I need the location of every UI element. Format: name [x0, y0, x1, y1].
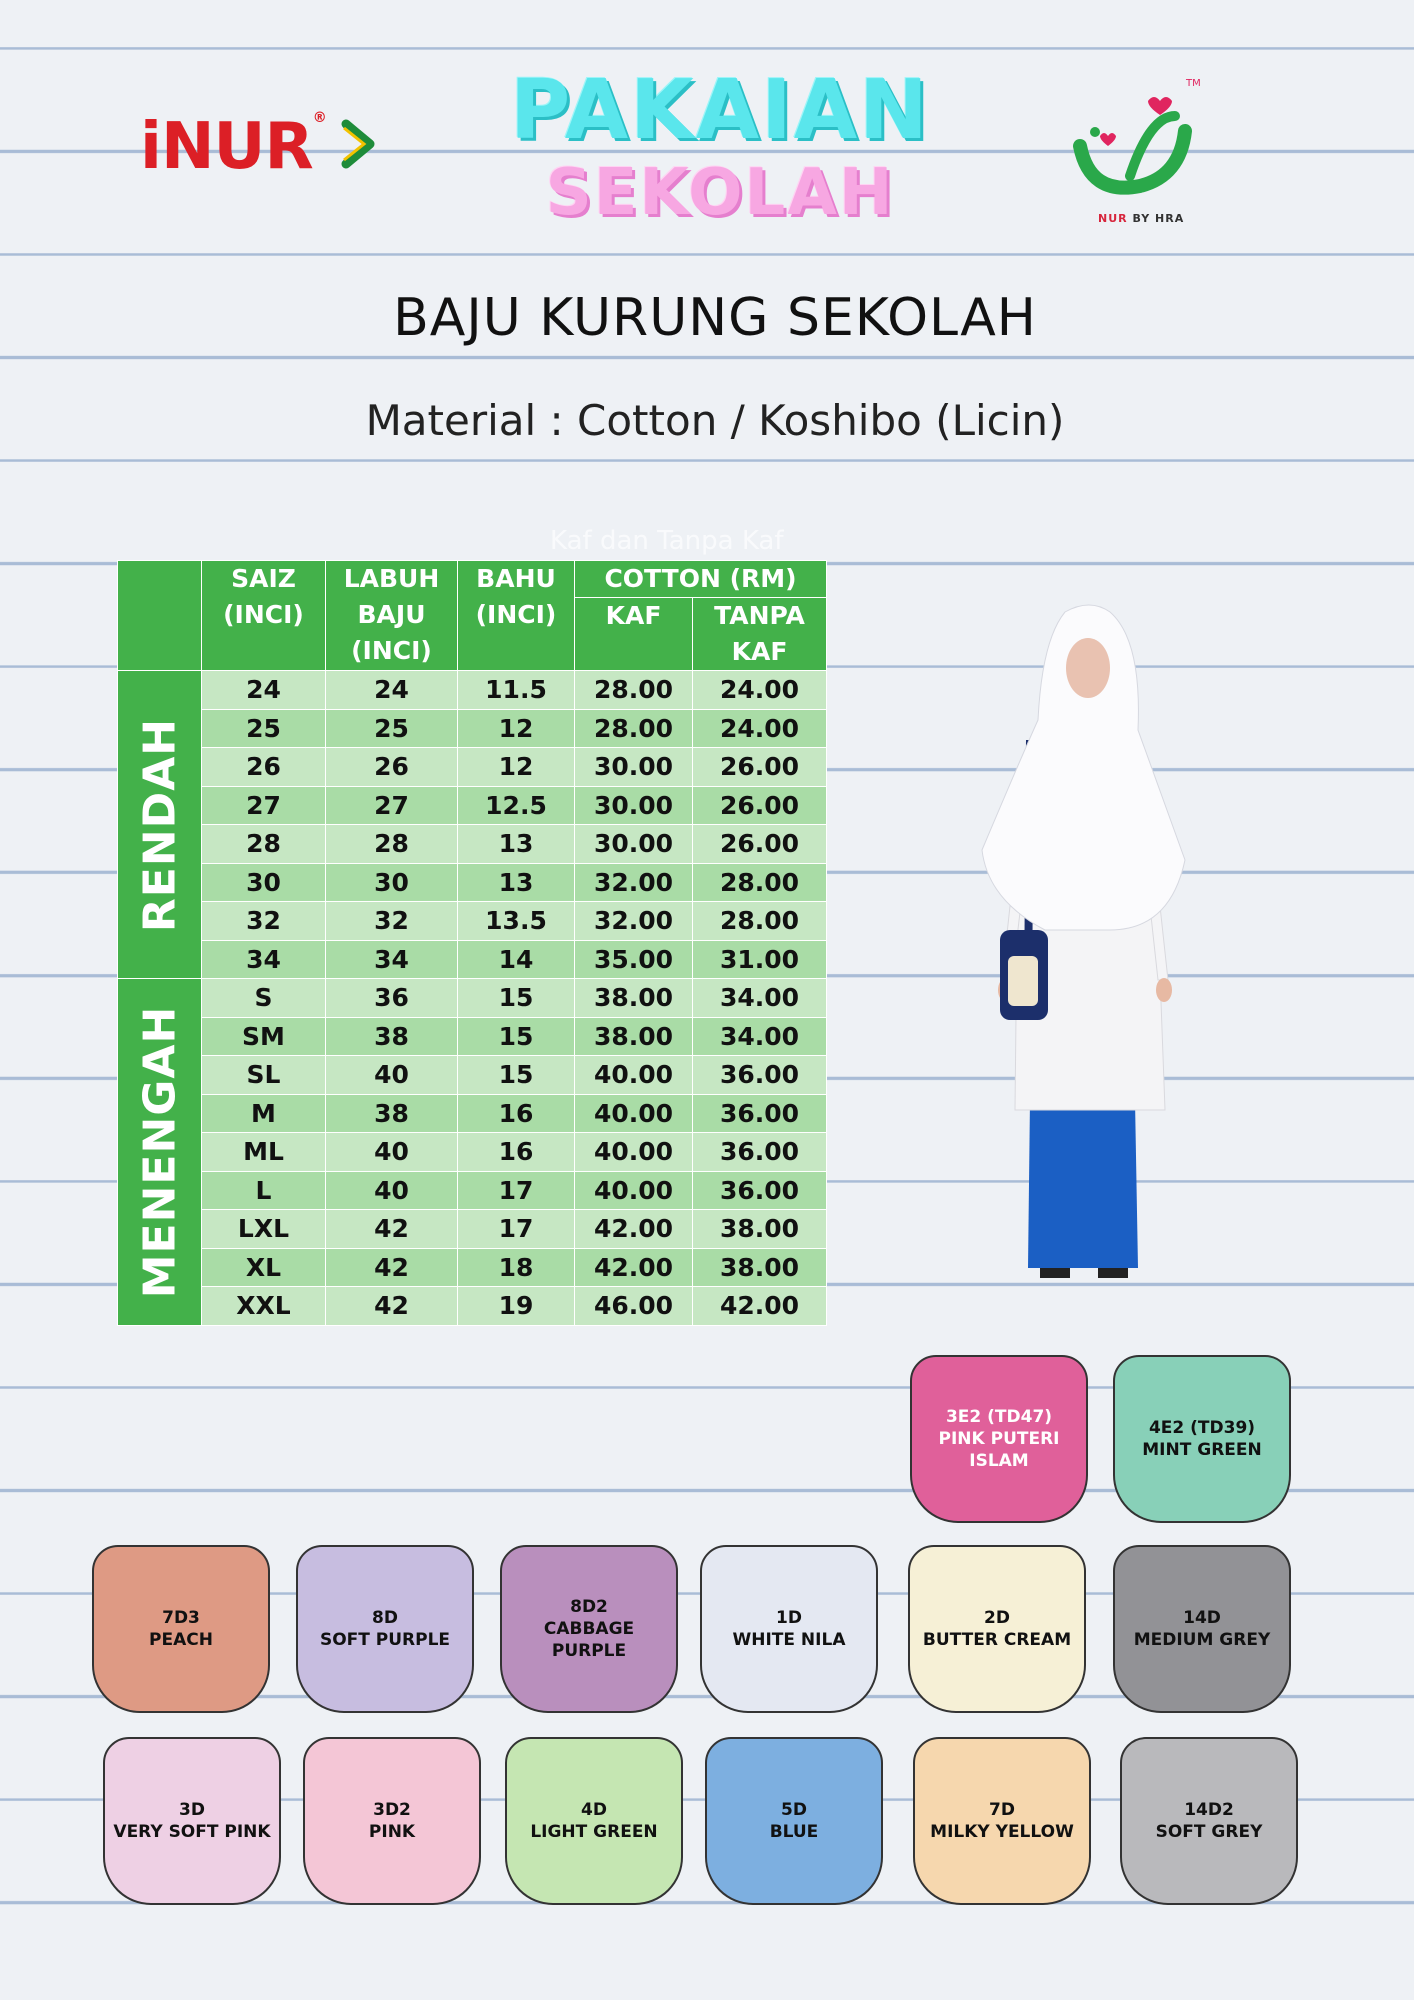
saiz-cell: 26	[202, 748, 326, 787]
table-row	[118, 709, 827, 748]
kaf-price-cell: 46.00	[575, 1287, 693, 1326]
group-label-menengah	[118, 979, 202, 1326]
table-row	[118, 748, 827, 787]
bahu-cell: 16	[458, 1133, 575, 1172]
header-tanpa-kaf	[693, 598, 827, 671]
watermark-text: Kaf dan Tanpa Kaf	[550, 526, 784, 556]
swatch-name: MILKY YELLOW	[930, 1822, 1074, 1842]
title-line-2: SEKOLAH	[545, 156, 895, 230]
group-label-text: MENENGAH	[134, 1005, 185, 1299]
swatch-name: PEACH	[149, 1630, 213, 1650]
header-labuh-line3: (INCI)	[351, 636, 432, 665]
kaf-price-cell: 42.00	[575, 1248, 693, 1287]
tanpa-kaf-price-cell: 24.00	[693, 709, 827, 748]
labuh-cell: 42	[326, 1248, 458, 1287]
tanpa-kaf-price-cell: 36.00	[693, 1094, 827, 1133]
labuh-cell: 30	[326, 863, 458, 902]
trademark-mark: TM	[1186, 78, 1201, 89]
labuh-cell: 40	[326, 1056, 458, 1095]
registered-mark: ®	[312, 110, 326, 126]
table-row	[118, 1210, 827, 1249]
table-row	[118, 979, 827, 1018]
saiz-cell: XL	[202, 1248, 326, 1287]
swatch-code: 7D3	[162, 1608, 200, 1628]
header-cotton: COTTON (RM)	[575, 561, 827, 598]
header-tanpa-line1: TANPA	[714, 601, 805, 630]
swatch-name: MINT GREEN	[1142, 1440, 1262, 1460]
swatch-name: SOFT GREY	[1155, 1822, 1263, 1842]
labuh-cell: 27	[326, 786, 458, 825]
swatch-pink	[303, 1737, 481, 1905]
swatch-mint-green	[1113, 1355, 1291, 1523]
table-row	[118, 1017, 827, 1056]
saiz-cell: 34	[202, 940, 326, 979]
kaf-price-cell: 38.00	[575, 979, 693, 1018]
header-bahu-line2: (INCI)	[475, 600, 557, 629]
tanpa-kaf-price-cell: 28.00	[693, 863, 827, 902]
swatch-code: 14D2	[1184, 1800, 1234, 1820]
swatch-pink-puteri-islam	[910, 1355, 1088, 1523]
labuh-cell: 34	[326, 940, 458, 979]
labuh-cell: 32	[326, 902, 458, 941]
tanpa-kaf-price-cell: 31.00	[693, 940, 827, 979]
group-label-rendah	[118, 671, 202, 979]
tanpa-kaf-price-cell: 28.00	[693, 902, 827, 941]
swatch-name: SOFT PURPLE	[319, 1630, 451, 1650]
nur-by-hra-caption	[1098, 212, 1184, 225]
labuh-cell: 42	[326, 1210, 458, 1249]
inur-logo	[140, 110, 326, 184]
labuh-cell: 40	[326, 1171, 458, 1210]
labuh-cell: 40	[326, 1133, 458, 1172]
labuh-cell: 38	[326, 1094, 458, 1133]
swatch-name: WHITE NILA	[732, 1630, 846, 1650]
tanpa-kaf-price-cell: 36.00	[693, 1133, 827, 1172]
tanpa-kaf-price-cell: 26.00	[693, 748, 827, 787]
table-row	[118, 1133, 827, 1172]
table-row	[118, 1171, 827, 1210]
labuh-cell: 25	[326, 709, 458, 748]
header-bahu	[458, 561, 575, 671]
header-saiz	[202, 561, 326, 671]
kaf-price-cell: 28.00	[575, 709, 693, 748]
header-bahu-line1: BAHU	[476, 564, 556, 593]
swatch-very-soft-pink	[103, 1737, 281, 1905]
table-row	[118, 1056, 827, 1095]
saiz-cell: 28	[202, 825, 326, 864]
kaf-price-cell: 30.00	[575, 786, 693, 825]
bahu-cell: 15	[458, 1017, 575, 1056]
saiz-cell: 27	[202, 786, 326, 825]
swatch-soft-grey	[1120, 1737, 1298, 1905]
table-row	[118, 671, 827, 710]
title-line-1: PAKAIAN	[510, 63, 930, 158]
group-header-blank	[118, 561, 202, 671]
tanpa-kaf-price-cell: 42.00	[693, 1287, 827, 1326]
saiz-cell: 32	[202, 902, 326, 941]
nur-caption-suffix: BY HRA	[1127, 212, 1185, 225]
swatch-code: 4E2 (TD39)	[1148, 1418, 1256, 1438]
table-body	[118, 671, 827, 1326]
header-labuh-baju	[326, 561, 458, 671]
swatch-butter-cream	[908, 1545, 1086, 1713]
labuh-cell: 28	[326, 825, 458, 864]
swatch-blue	[705, 1737, 883, 1905]
header-labuh-line1: LABUH	[343, 564, 440, 593]
swatch-name: BLUE	[769, 1822, 819, 1842]
swatch-code: 3D	[179, 1800, 205, 1820]
swatch-name-line: CABBAGE	[543, 1619, 635, 1639]
swatch-code: 3D2	[373, 1800, 411, 1820]
swatch-code: 7D	[989, 1800, 1015, 1820]
tanpa-kaf-price-cell: 34.00	[693, 979, 827, 1018]
kaf-price-cell: 35.00	[575, 940, 693, 979]
saiz-cell: XXL	[202, 1287, 326, 1326]
table-row	[118, 1287, 827, 1326]
kaf-price-cell: 40.00	[575, 1056, 693, 1095]
bahu-cell: 12.5	[458, 786, 575, 825]
bahu-cell: 15	[458, 979, 575, 1018]
swatch-code: 3E2 (TD47)	[945, 1407, 1053, 1427]
swatch-medium-grey	[1113, 1545, 1291, 1713]
kaf-price-cell: 42.00	[575, 1210, 693, 1249]
labuh-cell: 24	[326, 671, 458, 710]
saiz-cell: 24	[202, 671, 326, 710]
swatch-code: 2D	[984, 1608, 1010, 1628]
kaf-price-cell: 30.00	[575, 825, 693, 864]
labuh-cell: 36	[326, 979, 458, 1018]
saiz-cell: M	[202, 1094, 326, 1133]
tanpa-kaf-price-cell: 26.00	[693, 786, 827, 825]
tanpa-kaf-price-cell: 34.00	[693, 1017, 827, 1056]
group-label-text: RENDAH	[134, 717, 185, 932]
tanpa-kaf-price-cell: 26.00	[693, 825, 827, 864]
kaf-price-cell: 32.00	[575, 902, 693, 941]
swatch-code: 1D	[776, 1608, 802, 1628]
labuh-cell: 38	[326, 1017, 458, 1056]
bahu-cell: 17	[458, 1210, 575, 1249]
bahu-cell: 13	[458, 825, 575, 864]
saiz-cell: SL	[202, 1056, 326, 1095]
table-row	[118, 902, 827, 941]
page-title	[500, 63, 940, 230]
swatch-name: PINK	[368, 1822, 416, 1842]
bahu-cell: 11.5	[458, 671, 575, 710]
swatch-code: 8D2	[570, 1597, 608, 1617]
material-line: Material : Cotton / Koshibo (Licin)	[365, 396, 1065, 445]
saiz-cell: SM	[202, 1017, 326, 1056]
bahu-cell: 14	[458, 940, 575, 979]
swatch-code: 14D	[1183, 1608, 1221, 1628]
kaf-price-cell: 40.00	[575, 1171, 693, 1210]
table-row	[118, 825, 827, 864]
swatch-name: BUTTER CREAM	[922, 1630, 1072, 1650]
header-saiz-line1: SAIZ	[231, 564, 296, 593]
swatch-peach	[92, 1545, 270, 1713]
bahu-cell: 16	[458, 1094, 575, 1133]
saiz-cell: 25	[202, 709, 326, 748]
model-figure-illustration	[960, 600, 1220, 1280]
swatch-light-green	[505, 1737, 683, 1905]
kaf-price-cell: 38.00	[575, 1017, 693, 1056]
bahu-cell: 17	[458, 1171, 575, 1210]
swatch-name-line: PURPLE	[551, 1641, 627, 1661]
swatch-name: LIGHT GREEN	[530, 1822, 658, 1842]
inur-logo-text: iNUR	[140, 110, 313, 184]
bahu-cell: 13.5	[458, 902, 575, 941]
tanpa-kaf-price-cell: 36.00	[693, 1056, 827, 1095]
swatch-milky-yellow	[913, 1737, 1091, 1905]
chevron-right-icon	[340, 118, 380, 170]
table-row	[118, 940, 827, 979]
table-row	[118, 1094, 827, 1133]
product-heading: BAJU KURUNG SEKOLAH	[393, 288, 1037, 348]
header-tanpa-line2: KAF	[731, 637, 788, 666]
bahu-cell: 12	[458, 709, 575, 748]
tanpa-kaf-price-cell: 38.00	[693, 1210, 827, 1249]
kaf-price-cell: 30.00	[575, 748, 693, 787]
table-row	[118, 1248, 827, 1287]
labuh-cell: 26	[326, 748, 458, 787]
swatch-white-nila	[700, 1545, 878, 1713]
swatch-cabbage-purple	[500, 1545, 678, 1713]
tanpa-kaf-price-cell: 38.00	[693, 1248, 827, 1287]
swatch-name: VERY SOFT PINK	[113, 1822, 271, 1842]
table-row	[118, 863, 827, 902]
header-kaf: KAF	[575, 598, 693, 671]
bahu-cell: 15	[458, 1056, 575, 1095]
tanpa-kaf-price-cell: 24.00	[693, 671, 827, 710]
kaf-price-cell: 28.00	[575, 671, 693, 710]
swatch-name: MEDIUM GREY	[1133, 1630, 1271, 1650]
bahu-cell: 18	[458, 1248, 575, 1287]
swatch-code: 5D	[781, 1800, 807, 1820]
bahu-cell: 13	[458, 863, 575, 902]
size-price-table	[117, 560, 827, 1326]
swatch-name: PINK PUTERI ISLAM	[938, 1429, 1060, 1471]
saiz-cell: 30	[202, 863, 326, 902]
kaf-price-cell: 40.00	[575, 1094, 693, 1133]
header-labuh-line2: BAJU	[357, 600, 426, 629]
nur-by-hra-logo	[1060, 76, 1210, 226]
bahu-cell: 19	[458, 1287, 575, 1326]
kaf-price-cell: 32.00	[575, 863, 693, 902]
bahu-cell: 12	[458, 748, 575, 787]
saiz-cell: ML	[202, 1133, 326, 1172]
size-table	[117, 560, 827, 1326]
nur-caption-prefix: NUR	[1098, 212, 1128, 225]
swatch-code: 4D	[581, 1800, 607, 1820]
saiz-cell: S	[202, 979, 326, 1018]
saiz-cell: LXL	[202, 1210, 326, 1249]
header-saiz-line2: (INCI)	[223, 600, 304, 629]
tanpa-kaf-price-cell: 36.00	[693, 1171, 827, 1210]
swatch-code: 8D	[372, 1608, 398, 1628]
table-row	[118, 786, 827, 825]
saiz-cell: L	[202, 1171, 326, 1210]
swatch-soft-purple	[296, 1545, 474, 1713]
labuh-cell: 42	[326, 1287, 458, 1326]
kaf-price-cell: 40.00	[575, 1133, 693, 1172]
